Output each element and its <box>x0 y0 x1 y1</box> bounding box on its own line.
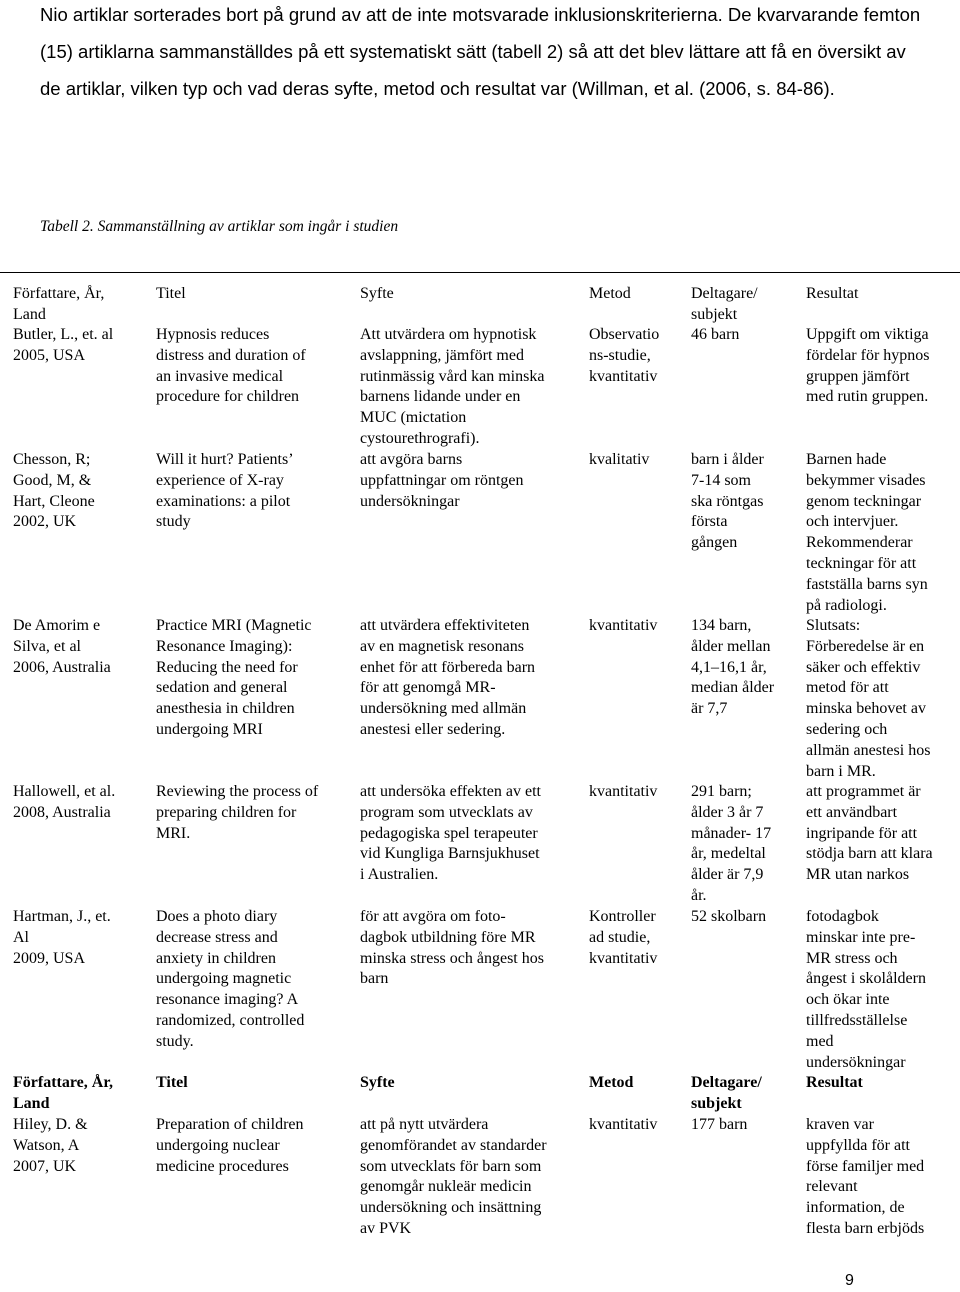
row-author: Chesson, R; Good, M, & Hart, Cleone 2002, UK <box>13 451 95 531</box>
row-method: kvantitativ <box>589 1116 658 1133</box>
header-result-repeat: Resultat <box>806 1074 863 1091</box>
row-purpose: att avgöra barns uppfattningar om röntgen undersökningar <box>360 451 524 510</box>
row-result: Uppgift om viktiga fördelar för hypnos gruppen jämfört med rutin gruppen. <box>806 326 930 406</box>
row-author: Butler, L., et. al 2005, USA <box>13 326 114 364</box>
row-purpose: att undersöka effekten av ett program som utvecklats av pedagogiska spel terapeuter vid Kungliga Barnsjukhuset i Australien. <box>360 783 541 884</box>
table-caption: Tabell 2. Sammanställning av artiklar som ingår i studien <box>40 218 399 235</box>
header-participants: Deltagare/ subjekt <box>691 285 758 323</box>
row-purpose: att på nytt utvärdera genomförandet av standarder som utvecklats för barn som genomgår nukleär medicin undersökning och insättning av PVK <box>360 1116 547 1237</box>
header-method: Metod <box>589 285 631 302</box>
row-author: De Amorim e Silva, et al 2006, Australia <box>13 617 111 676</box>
row-participants: 46 barn <box>691 326 740 343</box>
row-result: Slutsats: Förberedelse är en säker och effektiv metod för att minska behovet av sedering och allmän anestesi hos barn i MR. <box>806 617 931 780</box>
row-purpose: Att utvärdera om hypnotisk avslappning, jämfört med rutinmässig vård kan minska barnens lidande under en MUC (mictation cystourethrografi). <box>360 326 545 447</box>
row-participants: 134 barn, ålder mellan 4,1–16,1 år, median ålder är 7,7 <box>691 617 775 718</box>
header-purpose: Syfte <box>360 285 394 302</box>
row-participants: 52 skolbarn <box>691 908 767 925</box>
intro-paragraph: Nio artiklar sorterades bort på grund av att de inte motsvarade inklusionskriterierna. De kvarvarande femton (15) artiklarna sammanställdes på ett systematiskt sätt (tabell 2) så att det blev lättare att få en översikt av de artiklar, vilken typ och vad deras syfte, metod och resultat var (Willman, et al. (2006, s. 84-86). <box>40 4 921 99</box>
row-method: kvantitativ <box>589 783 658 800</box>
row-author: Hiley, D. & Watson, A 2007, UK <box>13 1116 88 1175</box>
row-result: fotodagbok minskar inte pre- MR stress och ångest i skolåldern och ökar inte tillfredsställelse med undersökningar <box>806 908 926 1071</box>
row-method: Kontroller ad studie, kvantitativ <box>589 908 658 967</box>
row-result: att programmet är ett användbart ingripande för att stödja barn att klara MR utan narkos <box>806 783 933 884</box>
header-author-repeat: Författare, År, Land <box>13 1074 113 1112</box>
row-participants: 291 barn; ålder 3 år 7 månader- 17 år, medeltal ålder är 7,9 år. <box>691 783 772 904</box>
row-author: Hallowell, et al. 2008, Australia <box>13 783 116 821</box>
header-participants-repeat: Deltagare/ subjekt <box>691 1074 762 1112</box>
table-top-rule <box>0 272 960 273</box>
header-method-repeat: Metod <box>589 1074 634 1091</box>
row-method: kvalitativ <box>589 451 650 468</box>
row-result: kraven var uppfyllda för att förse familjer med relevant information, de flesta barn erbjöds <box>806 1116 925 1237</box>
row-result: Barnen hade bekymmer visades genom teckningar och intervjuer. Rekommenderar teckningar för att fastställa barns syn på radiologi. <box>806 451 928 614</box>
header-result: Resultat <box>806 285 859 302</box>
header-author: Författare, År, Land <box>13 285 105 323</box>
row-participants: barn i ålder 7-14 som ska röntgas första gången <box>691 451 764 552</box>
row-title: Preparation of children undergoing nuclear medicine procedures <box>156 1116 304 1175</box>
row-title: Does a photo diary decrease stress and anxiety in children undergoing magnetic resonance imaging? A randomized, controlled study. <box>156 908 305 1050</box>
row-title: Reviewing the process of preparing children for MRI. <box>156 783 319 842</box>
row-purpose: för att avgöra om foto- dagbok utbildning före MR minska stress och ångest hos barn <box>360 908 544 988</box>
row-author: Hartman, J., et. Al 2009, USA <box>13 908 111 967</box>
row-title: Hypnosis reduces distress and duration of an invasive medical procedure for children <box>156 326 306 406</box>
row-participants: 177 barn <box>691 1116 748 1133</box>
header-title-repeat: Titel <box>156 1074 188 1091</box>
row-title: Practice MRI (Magnetic Resonance Imaging): Reducing the need for sedation and general anesthesia in children undergoing MRI <box>156 617 312 738</box>
row-method: Observatio ns-studie, kvantitativ <box>589 326 660 385</box>
page-number: 9 <box>845 1272 854 1289</box>
row-purpose: att utvärdera effektiviteten av en magnetisk resonans enhet för att förbereda barn för att genomgå MR- undersökning med allmän anestesi eller sedering. <box>360 617 536 738</box>
header-title: Titel <box>156 285 186 302</box>
row-method: kvantitativ <box>589 617 658 634</box>
row-title: Will it hurt? Patients’ experience of X-ray examinations: a pilot study <box>156 451 294 531</box>
header-purpose-repeat: Syfte <box>360 1074 395 1091</box>
